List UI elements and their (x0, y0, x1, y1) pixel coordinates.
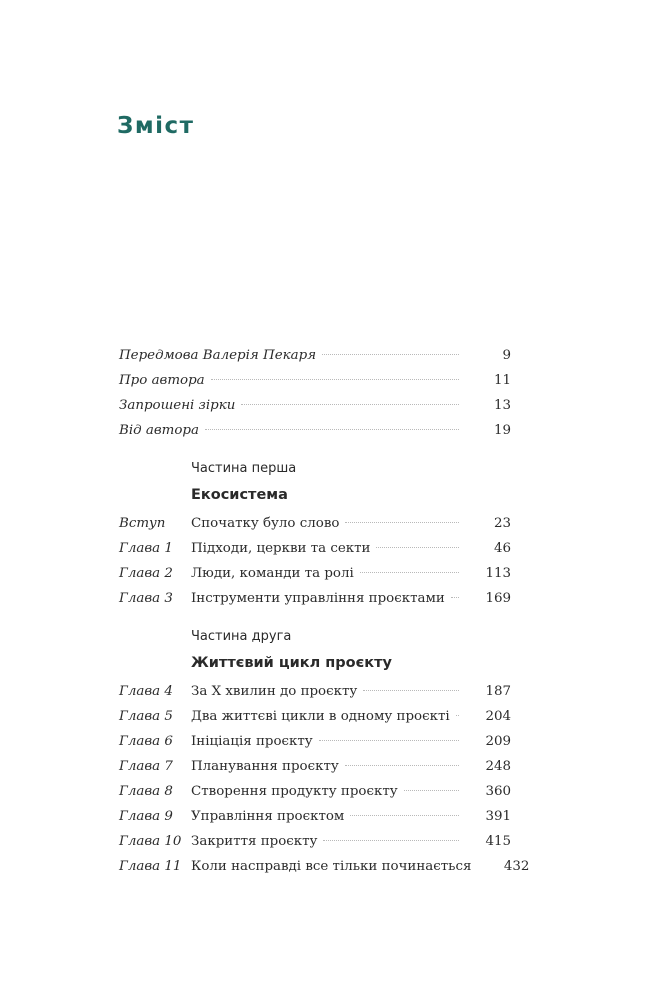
chapter-title: Інструменти управління проєктами (191, 591, 445, 606)
chapter-prefix: Глава 3 (119, 591, 173, 606)
dotted-leader (363, 690, 459, 691)
part-label: Частина перша (191, 461, 297, 476)
page-title: Зміст (117, 113, 195, 139)
toc-entry-guest-stars[interactable] (119, 393, 511, 418)
dotted-leader (241, 404, 459, 405)
chapter-prefix: Глава 9 (119, 809, 173, 824)
toc-entry-chapter[interactable] (119, 779, 511, 804)
chapter-prefix: Глава 2 (119, 566, 173, 581)
part-title: Життєвий цикл проєкту (191, 655, 392, 671)
entry-title: Запрошені зірки (119, 398, 236, 413)
chapter-title: За Х хвилин до проєкту (191, 684, 358, 699)
page-number: 11 (493, 373, 511, 388)
spacer (119, 443, 511, 457)
dotted-leader (404, 790, 459, 791)
chapter-title: Два життєві цикли в одному проєкті (191, 709, 450, 724)
toc-entry-chapter[interactable] (119, 704, 511, 729)
dotted-leader (456, 715, 459, 716)
dotted-leader (360, 572, 459, 573)
dotted-leader (345, 765, 459, 766)
entry-title: Про автора (119, 373, 205, 388)
dotted-leader (323, 840, 459, 841)
page-number: 169 (485, 591, 511, 606)
toc-entry-chapter[interactable] (119, 729, 511, 754)
dotted-leader (319, 740, 459, 741)
toc-entry-chapter[interactable] (119, 536, 511, 561)
dotted-leader (205, 429, 459, 430)
dotted-leader (322, 354, 459, 355)
toc-entry-chapter[interactable] (119, 854, 530, 879)
entry-title: Від автора (119, 423, 199, 438)
toc-entry-chapter[interactable] (119, 586, 511, 611)
chapter-title: Люди, команди та ролі (191, 566, 354, 581)
chapter-prefix: Глава 8 (119, 784, 173, 799)
page-number: 13 (493, 398, 511, 413)
chapter-prefix: Глава 7 (119, 759, 173, 774)
page-number: 391 (485, 809, 511, 824)
chapter-prefix: Глава 11 (119, 859, 182, 874)
dotted-leader (350, 815, 459, 816)
chapter-prefix: Глава 4 (119, 684, 173, 699)
toc-entry-from-author[interactable] (119, 418, 511, 443)
table-of-contents (119, 343, 530, 879)
page-number: 9 (502, 348, 511, 363)
chapter-title: Створення продукту проєкту (191, 784, 398, 799)
page-number: 46 (493, 541, 511, 556)
page-number: 187 (485, 684, 511, 699)
page-number: 360 (485, 784, 511, 799)
toc-entry-chapter[interactable] (119, 804, 511, 829)
toc-entry-about-author[interactable] (119, 368, 511, 393)
page-number: 432 (503, 859, 530, 874)
page-number: 209 (485, 734, 511, 749)
dotted-leader (211, 379, 459, 380)
spacer (119, 611, 511, 625)
chapter-prefix: Глава 6 (119, 734, 173, 749)
dotted-leader (376, 547, 459, 548)
chapter-prefix: Вступ (119, 516, 166, 531)
toc-entry-foreword[interactable] (119, 343, 511, 368)
toc-entry-chapter[interactable] (119, 829, 511, 854)
page-number: 113 (485, 566, 511, 581)
page-number: 204 (485, 709, 511, 724)
toc-entry-chapter[interactable] (119, 679, 511, 704)
toc-entry-chapter[interactable] (119, 511, 511, 536)
dotted-leader (451, 597, 459, 598)
chapter-prefix: Глава 10 (119, 834, 182, 849)
chapter-title: Управління проєктом (191, 809, 345, 824)
part-label: Частина друга (191, 629, 292, 644)
chapter-title: Ініціація проєкту (191, 734, 313, 749)
part-heading-2 (119, 625, 511, 679)
chapter-title: Підходи, церкви та секти (191, 541, 371, 556)
dotted-leader (345, 522, 459, 523)
chapter-title: Планування проєкту (191, 759, 339, 774)
part-title: Екосистема (191, 487, 288, 503)
chapter-prefix: Глава 1 (119, 541, 173, 556)
page-number: 23 (493, 516, 511, 531)
part-heading-1 (119, 457, 511, 511)
chapter-prefix: Глава 5 (119, 709, 173, 724)
toc-entry-chapter[interactable] (119, 561, 511, 586)
chapter-title: Коли насправді все тільки починається (191, 859, 472, 874)
entry-title: Передмова Валерія Пекаря (119, 348, 317, 363)
page-number: 248 (485, 759, 511, 774)
page-number: 415 (485, 834, 511, 849)
page-number: 19 (493, 423, 511, 438)
toc-entry-chapter[interactable] (119, 754, 511, 779)
chapter-title: Спочатку було слово (191, 516, 340, 531)
chapter-title: Закриття проєкту (191, 834, 318, 849)
